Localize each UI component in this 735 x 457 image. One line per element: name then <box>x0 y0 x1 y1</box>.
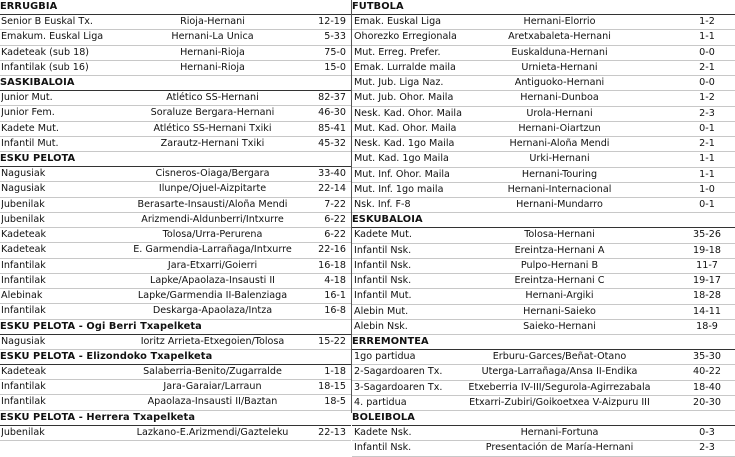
score-cell: 45-32 <box>318 137 346 149</box>
match-cell: Erburu-Garces/Beñat-Otano <box>492 351 627 362</box>
match-cell: Lazkano-E.Arizmendi/Gaztelеku <box>136 426 289 438</box>
match-cell: Hernani-Argiki <box>525 290 594 302</box>
result-row <box>352 350 735 365</box>
score-cell: 18-9 <box>696 320 718 332</box>
result-row <box>352 122 735 137</box>
score-cell: 2-1 <box>699 138 715 149</box>
result-row <box>352 305 735 320</box>
category-cell: Jubenilak <box>1 198 45 210</box>
match-cell: Ereintza-Hernani A <box>514 244 605 256</box>
match-cell: Uterga-Larrañaga/Ansa II-Endika <box>481 366 638 378</box>
score-cell: 75-0 <box>324 46 346 58</box>
result-row <box>0 61 351 76</box>
match-cell: Hernani-Dunboa <box>520 92 599 104</box>
match-cell: Zarautz-Hernani Txiki <box>160 137 265 149</box>
category-cell: Mut. Inf. Ohor. Maila <box>354 168 450 180</box>
score-cell: 82-37 <box>318 92 346 103</box>
match-cell: Ilunpe/Ojuel-Aizpitarte <box>158 183 267 195</box>
score-cell: 19-18 <box>693 244 721 256</box>
score-cell: 1-18 <box>324 365 346 377</box>
category-cell: Infantilak <box>1 274 46 286</box>
score-cell: 1-2 <box>699 16 715 27</box>
category-cell: Infantilak (sub 16) <box>1 61 89 73</box>
score-cell: 2-1 <box>699 61 715 73</box>
category-cell: Kadete Nsk. <box>354 427 412 438</box>
score-cell: 18-28 <box>693 290 721 302</box>
score-cell: 0-0 <box>699 77 715 88</box>
section-header-esku-pelota-elizondoko-txapelketa: ESKU PELOTA - Elizondoko Txapelketa <box>0 350 351 365</box>
category-cell: 3-Sagardoaren Tx. <box>354 381 443 393</box>
result-row <box>352 228 735 243</box>
match-cell: Hernani-Touring <box>521 168 598 180</box>
score-cell: 18-5 <box>324 396 346 408</box>
score-cell: 15-22 <box>318 335 346 347</box>
category-cell: Kadeteak <box>1 244 47 256</box>
category-cell: Infantilak <box>1 381 46 392</box>
match-cell: Hernani-Rioja <box>180 61 245 73</box>
match-cell: Apaolaza-Insausti II/Baztan <box>147 396 278 408</box>
score-cell: 33-40 <box>318 168 346 179</box>
category-cell: 4. partidua <box>354 396 407 408</box>
match-cell: Urola-Hernani <box>526 107 593 119</box>
match-cell: Hernani-Internacional <box>507 183 612 195</box>
result-row <box>352 320 735 335</box>
result-row <box>352 46 735 61</box>
match-cell: Cisneros-Oiaga/Bergara <box>155 168 270 179</box>
result-row <box>0 91 351 106</box>
result-row <box>0 426 351 441</box>
score-cell: 2-3 <box>699 107 715 119</box>
category-cell: Kadete Mut. <box>354 229 412 241</box>
score-cell: 18-40 <box>693 381 721 393</box>
category-cell: Infantil Nsk. <box>354 244 412 256</box>
match-cell: Hernani-Mundarro <box>516 199 603 210</box>
category-cell: Jubenilak <box>1 213 45 225</box>
category-cell: Infantil Mut. <box>354 290 412 302</box>
match-cell: E. Garmendia-Larrañaga/Intxurre <box>133 244 292 256</box>
result-row <box>352 183 735 198</box>
section-header-esku-pelota-herrera-txapelketa: ESKU PELOTA - Herrera Txapelketa <box>0 411 351 426</box>
category-cell: Junior Mut. <box>1 92 53 103</box>
match-cell: Saieko-Hernani <box>523 320 596 332</box>
category-cell: Kadeteak (sub 18) <box>1 46 90 58</box>
score-cell: 1-1 <box>699 168 715 180</box>
match-cell: Antiguoko-Hernani <box>514 77 605 88</box>
score-cell: 11-7 <box>696 259 718 271</box>
match-cell: Rioja-Hernani <box>180 16 245 27</box>
score-cell: 1-2 <box>699 92 715 104</box>
match-cell: Hernani-La Unica <box>171 31 254 43</box>
result-row <box>0 46 351 61</box>
section-header-eskubaloia: ESKUBALOIA <box>352 213 735 228</box>
result-row <box>352 198 735 213</box>
match-cell: Jara-Garaiar/Larraun <box>163 381 262 392</box>
category-cell: Mut. Erreg. Prefer. <box>354 46 441 58</box>
category-cell: Nesk. Kad. 1go Maila <box>354 138 455 149</box>
match-cell: Pulpo-Hernani B <box>520 259 599 271</box>
result-row <box>0 122 351 137</box>
category-cell: Infantilak <box>1 259 46 271</box>
category-cell: Ohorezko Erregionala <box>354 31 457 43</box>
result-row <box>352 168 735 183</box>
score-cell: 7-22 <box>324 198 346 210</box>
score-cell: 0-3 <box>699 427 715 438</box>
section-header-saskibaloia: SASKIBALOIA <box>0 76 351 91</box>
score-cell: 16-1 <box>324 290 346 301</box>
category-cell: Alebin Nsk. <box>354 320 408 332</box>
result-row <box>352 30 735 45</box>
match-cell: Salaberria-Benito/Zugarralde <box>143 365 282 377</box>
result-row <box>352 137 735 152</box>
result-row <box>352 61 735 76</box>
result-row <box>0 198 351 213</box>
result-row <box>352 76 735 91</box>
category-cell: Alebinak <box>1 290 43 301</box>
category-cell: Nsk. Inf. F-8 <box>354 199 411 210</box>
section-header-esku-pelota: ESKU PELOTA <box>0 152 351 167</box>
category-cell: Emakum. Euskal Liga <box>1 31 104 43</box>
match-cell: Tolosa-Hernani <box>524 229 595 241</box>
match-cell: Urki-Hernani <box>529 153 590 165</box>
score-cell: 1-1 <box>699 31 715 43</box>
right-results-column <box>352 0 735 454</box>
category-cell: Mut. Kad. 1go Maila <box>354 153 449 165</box>
score-cell: 15-0 <box>324 61 346 73</box>
section-header-esku-pelota-ogi-berri-txapelketa: ESKU PELOTA - Ogi Berri Txapelketa <box>0 320 351 335</box>
category-cell: 2-Sagardoaren Tx. <box>354 366 443 378</box>
match-cell: Aretxabaleta-Hernani <box>508 31 611 43</box>
score-cell: 14-11 <box>693 305 721 317</box>
match-cell: Hernani-Aloña Mendi <box>509 138 610 149</box>
result-row <box>352 152 735 167</box>
result-row <box>352 107 735 122</box>
category-cell: Infantil Mut. <box>1 137 59 149</box>
category-cell: Kadeteak <box>1 229 47 240</box>
match-cell: Hernani-Saieko <box>523 305 596 317</box>
category-cell: Mut. Jub. Ohor. Maila <box>354 92 454 104</box>
result-row <box>352 259 735 274</box>
score-cell: 22-14 <box>318 183 346 195</box>
result-row <box>352 396 735 411</box>
match-cell: Etxarri-Zubiri/Goikoetxea V-Aizpuru III <box>469 396 650 408</box>
result-row <box>0 15 351 30</box>
category-cell: Nagusiak <box>1 183 46 195</box>
result-row <box>352 244 735 259</box>
match-cell: Arizmendi-Aldunberri/Intxurre <box>141 213 284 225</box>
category-cell: 1go partidua <box>354 351 416 362</box>
match-cell: Atlético SS-Hernani <box>166 92 259 103</box>
result-row <box>352 289 735 304</box>
match-cell: Lapke/Garmendia II-Balenziaga <box>137 290 288 301</box>
result-row <box>0 274 351 289</box>
result-row <box>0 30 351 45</box>
score-cell: 5-33 <box>324 31 346 43</box>
result-row <box>0 182 351 197</box>
result-row <box>352 426 735 441</box>
result-row <box>0 335 351 350</box>
result-row <box>352 91 735 106</box>
category-cell: Mut. Kad. Ohor. Maila <box>354 122 457 134</box>
match-cell: Etxeberria IV-III/Segurola-Agirrezabala <box>468 381 651 393</box>
result-row <box>352 441 735 456</box>
category-cell: Emak. Euskal Liga <box>354 16 442 27</box>
left-results-column <box>0 0 351 438</box>
match-cell: Atlético SS-Hernani Txiki <box>153 122 272 134</box>
match-cell: Euskalduna-Hernani <box>511 46 608 58</box>
result-row <box>0 259 351 274</box>
match-cell: Soraluze Bergara-Hernani <box>150 107 275 119</box>
match-cell: Hernani-Fortuna <box>520 427 599 438</box>
match-cell: Presentación de María-Hernani <box>485 442 634 454</box>
category-cell: Infantilak <box>1 305 46 317</box>
result-row <box>352 381 735 396</box>
score-cell: 6-22 <box>324 213 346 225</box>
result-row <box>352 365 735 380</box>
score-cell: 20-30 <box>693 396 721 408</box>
section-header-boleibola: BOLEIBOLA <box>352 411 735 426</box>
match-cell: Deskarga-Apaolaza/Intza <box>152 305 273 317</box>
result-row <box>0 167 351 182</box>
category-cell: Senior B Euskal Tx. <box>1 16 93 27</box>
match-cell: Jara-Etxarri/Goierri <box>167 259 258 271</box>
score-cell: 35-30 <box>693 351 721 362</box>
result-row <box>0 395 351 410</box>
match-cell: Urnieta-Hernani <box>521 61 598 73</box>
result-row <box>352 274 735 289</box>
section-header-erremontea: ERREMONTEA <box>352 335 735 350</box>
score-cell: 0-0 <box>699 46 715 58</box>
score-cell: 40-22 <box>693 366 721 378</box>
category-cell: Mut. Inf. 1go maila <box>354 183 444 195</box>
category-cell: Infantil Nsk. <box>354 275 412 286</box>
match-cell: Lapke/Apaolaza-Insausti II <box>150 274 275 286</box>
category-cell: Jubenilak <box>1 426 45 438</box>
section-header-errugbia: ERRUGBIA <box>0 0 351 15</box>
score-cell: 0-1 <box>699 199 715 210</box>
result-row <box>0 304 351 319</box>
match-cell: Hernani-Rioja <box>180 46 245 58</box>
result-row <box>0 289 351 304</box>
category-cell: Nesk. Kad. Ohor. Maila <box>354 107 462 119</box>
score-cell: 12-19 <box>318 16 346 27</box>
score-cell: 0-1 <box>699 122 715 134</box>
result-row <box>0 213 351 228</box>
result-row <box>0 365 351 380</box>
section-header-futbola: FUTBOLA <box>352 0 735 15</box>
score-cell: 35-26 <box>693 229 721 241</box>
result-row <box>0 137 351 152</box>
result-row <box>0 106 351 121</box>
score-cell: 16-18 <box>318 259 346 271</box>
match-cell: Tolosa/Urra-Perurena <box>162 229 263 240</box>
category-cell: Nagusiak <box>1 168 46 179</box>
match-cell: Hernani-Oiartzun <box>518 122 601 134</box>
score-cell: 18-15 <box>318 381 346 392</box>
result-row <box>0 380 351 395</box>
category-cell: Alebin Mut. <box>354 305 409 317</box>
result-row <box>0 243 351 258</box>
score-cell: 6-22 <box>324 229 346 240</box>
match-cell: Berasarte-Insausti/Aloña Mendi <box>137 198 288 210</box>
category-cell: Nagusiak <box>1 335 46 347</box>
category-cell: Junior Fem. <box>1 107 55 119</box>
score-cell: 22-16 <box>318 244 346 256</box>
score-cell: 4-18 <box>324 274 346 286</box>
score-cell: 19-17 <box>693 275 721 286</box>
score-cell: 85-41 <box>318 122 346 134</box>
category-cell: Mut. Jub. Liga Naz. <box>354 77 444 88</box>
category-cell: Kadeteak <box>1 365 47 377</box>
match-cell: Ioritz Arrieta-Etxegoien/Tolosa <box>140 335 285 347</box>
category-cell: Kadete Mut. <box>1 122 59 134</box>
category-cell: Infantil Nsk. <box>354 259 412 271</box>
match-cell: Ereintza-Hernani C <box>514 275 605 286</box>
result-row <box>0 228 351 243</box>
category-cell: Infantilak <box>1 396 46 408</box>
score-cell: 46-30 <box>318 107 346 119</box>
score-cell: 1-0 <box>699 183 715 195</box>
result-row <box>352 15 735 30</box>
score-cell: 22-13 <box>318 426 346 438</box>
score-cell: 16-8 <box>324 305 346 317</box>
category-cell: Emak. Lurralde maila <box>354 61 456 73</box>
score-cell: 1-1 <box>699 153 715 165</box>
score-cell: 2-3 <box>699 442 715 454</box>
category-cell: Infantil Nsk. <box>354 442 412 454</box>
match-cell: Hernani-Elorrio <box>523 16 596 27</box>
